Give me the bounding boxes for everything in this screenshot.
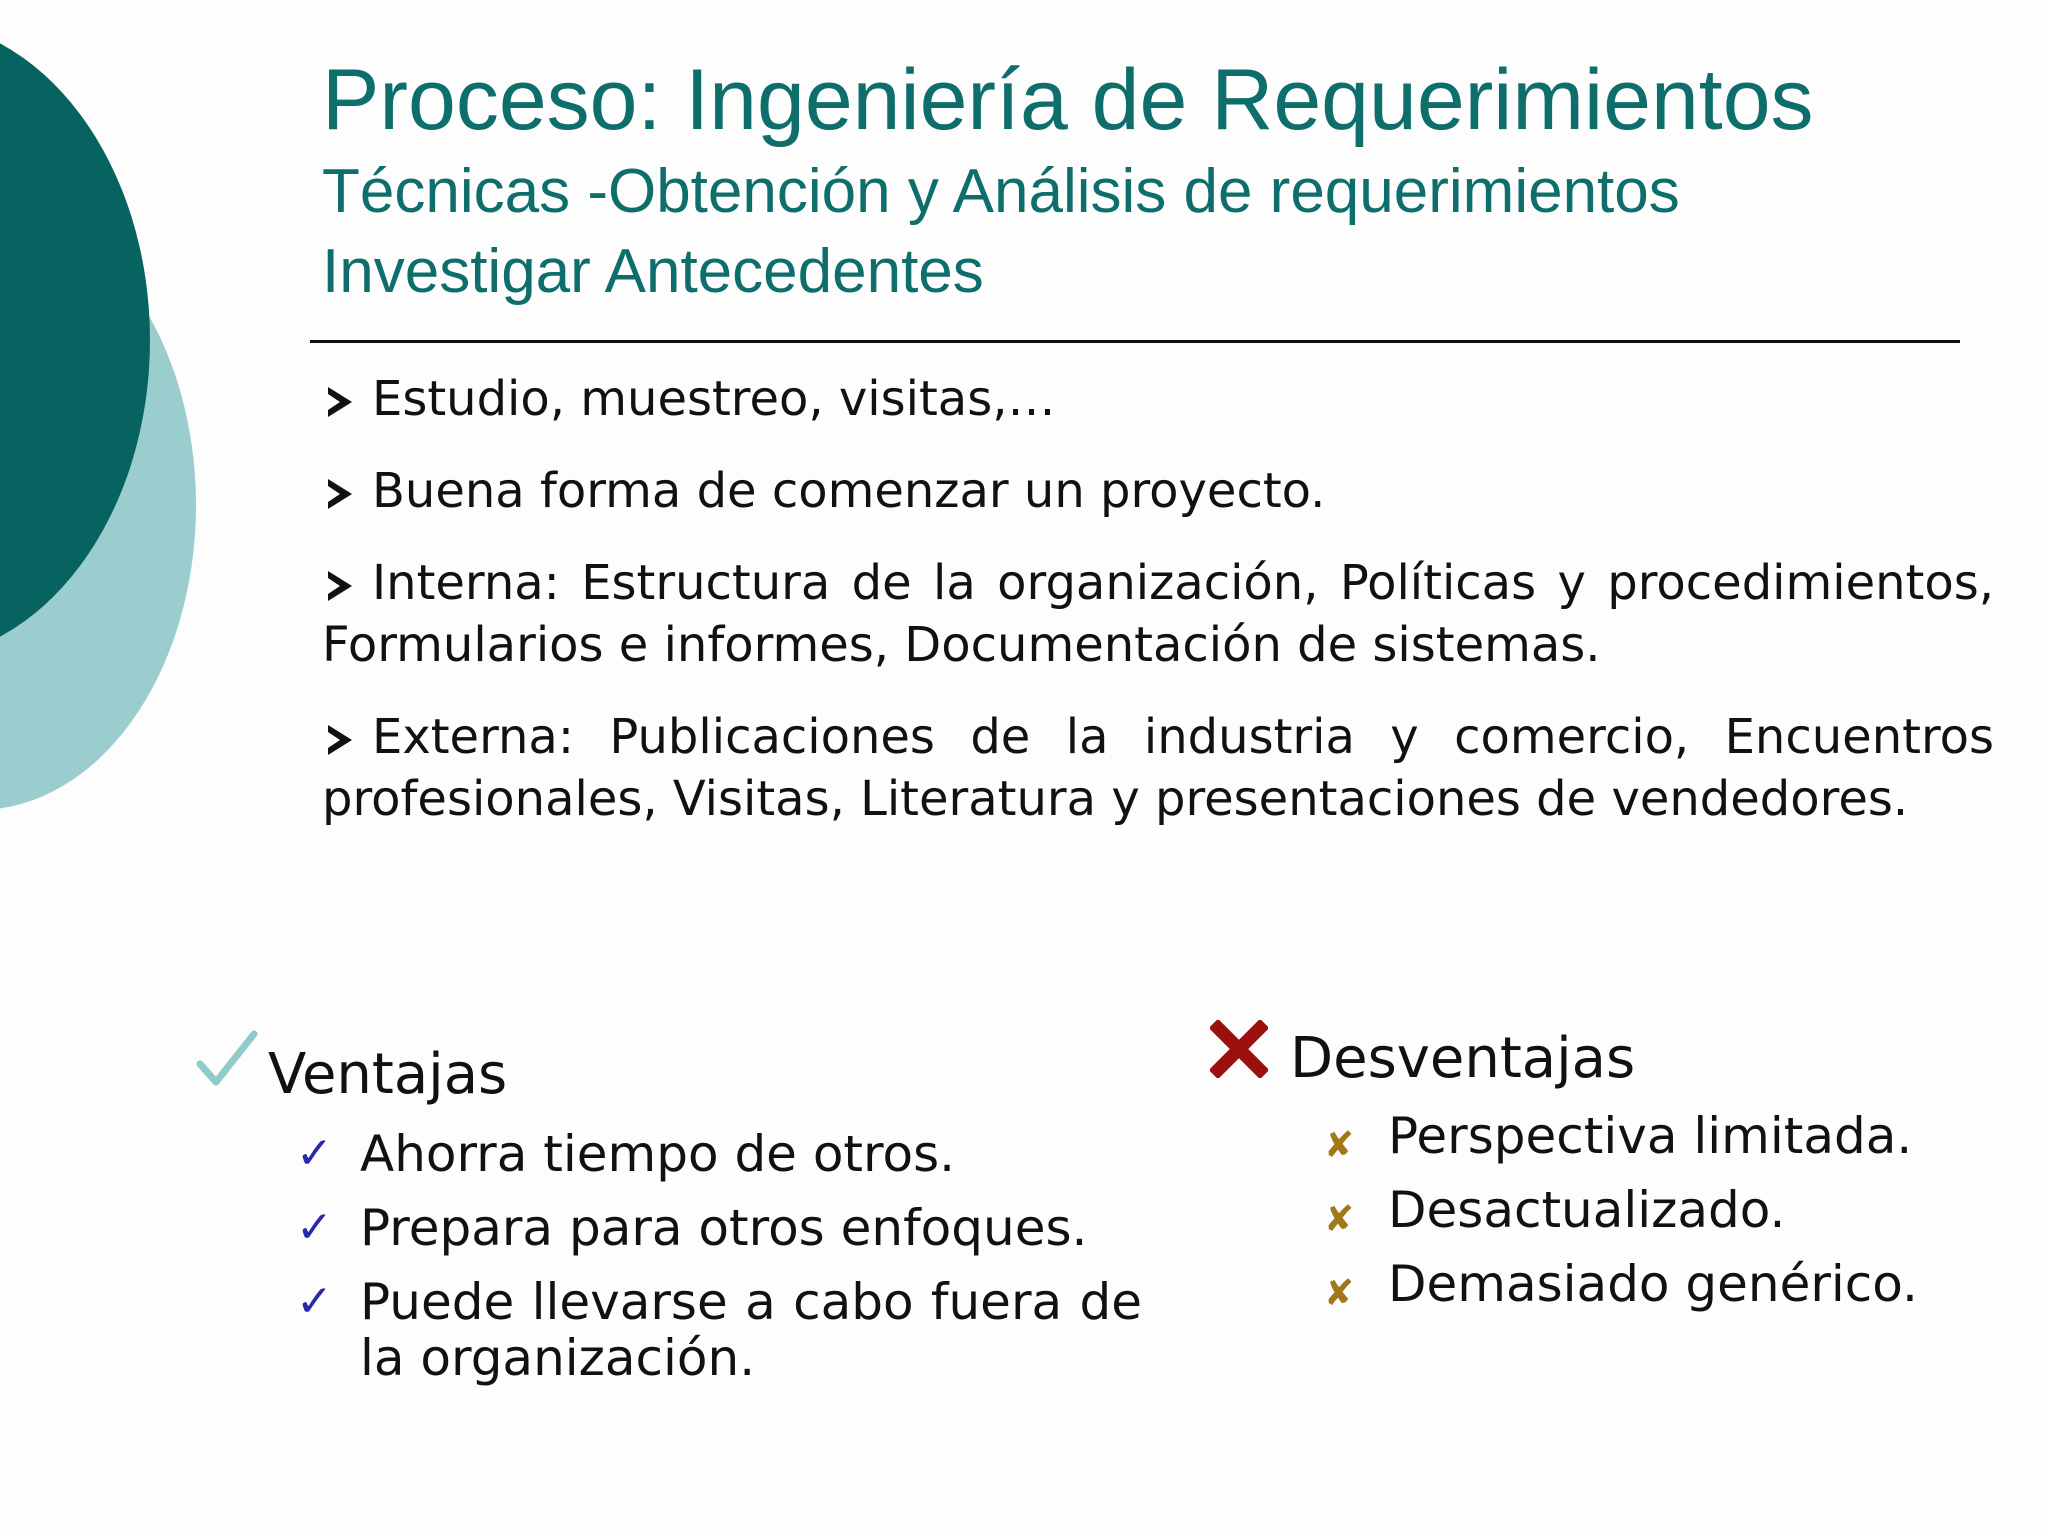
check-icon: ✓ (296, 1128, 333, 1179)
slide-title: Proceso: Ingeniería de Requerimientos (322, 52, 1814, 148)
title-block (322, 48, 1814, 312)
ventajas-item: ✓ Ahorra tiempo de otros. (296, 1125, 956, 1183)
desventajas-heading: Desventajas (1290, 1026, 1636, 1091)
slide-subtitle-1: Técnicas -Obtención y Análisis de requerimientos (322, 157, 1680, 226)
desventajas-list (1324, 1108, 2024, 1330)
cross-icon: ✘ (1324, 1273, 1355, 1314)
ventajas-list (296, 1126, 1142, 1404)
arrow-bullet-icon (328, 571, 352, 601)
ventajas-item: ✓ Prepara para otros enfoques. (296, 1199, 1088, 1257)
check-icon: ✓ (296, 1202, 333, 1253)
check-icon: ✓ (296, 1276, 333, 1327)
desventajas-item: ✘ Perspectiva limitada. (1324, 1108, 2024, 1164)
title-divider (310, 340, 1960, 343)
ventajas-check-icon (196, 1028, 258, 1094)
bullet-item: Estudio, muestreo, visitas,… (322, 368, 1994, 430)
ventajas-item: ✓ Puede llevarse a cabo fuera de la organización. (296, 1273, 1142, 1387)
arrow-bullet-icon (328, 387, 352, 417)
cross-icon: ✘ (1324, 1125, 1355, 1166)
desventajas-cross-icon (1210, 1020, 1268, 1082)
cross-icon: ✘ (1324, 1199, 1355, 1240)
ventajas-heading: Ventajas (268, 1042, 508, 1107)
bullet-item: Externa: Publicaciones de la industria y comercio, Encuentros profesionales, Visitas, Literatura y presentaciones de vendedores. (322, 709, 1994, 827)
slide-subtitle-2: Investigar Antecedentes (322, 237, 984, 306)
arrow-bullet-icon (328, 479, 352, 509)
bullet-list (322, 360, 1994, 830)
bullet-item: Buena forma de comenzar un proyecto. (322, 460, 1994, 522)
arrow-bullet-icon (328, 725, 352, 755)
desventajas-item: ✘ Demasiado genérico. (1324, 1256, 2024, 1312)
bullet-item: Interna: Estructura de la organización, Políticas y procedimientos, Formularios e informes, Documentación de sistemas. (322, 555, 1994, 673)
desventajas-item: ✘ Desactualizado. (1324, 1182, 2024, 1238)
